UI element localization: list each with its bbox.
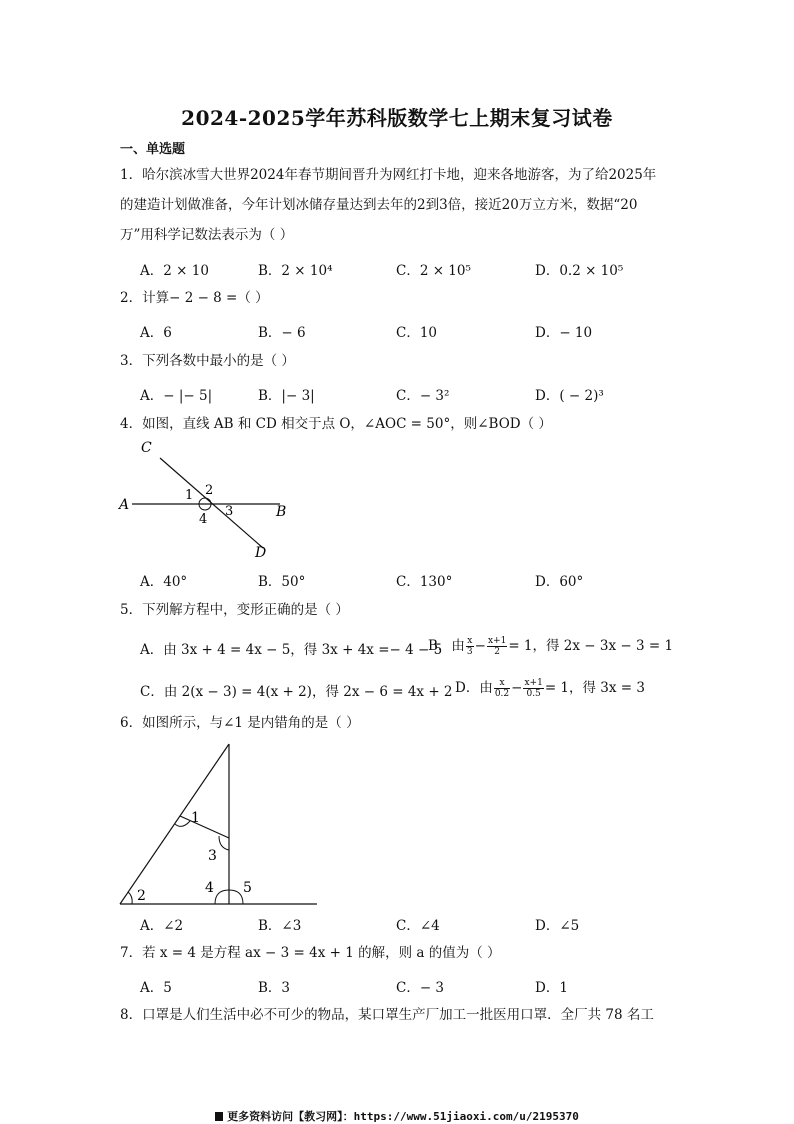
- option-b-suffix: = 1，得 2x − 3x − 3 = 1: [508, 638, 674, 654]
- option-d[interactable]: D．( − 2)³: [535, 388, 604, 404]
- option-b[interactable]: B．2 × 10⁴: [258, 263, 333, 279]
- page-title: 2024-2025学年苏科版数学七上期末复习试卷: [181, 106, 613, 130]
- question-7: [120, 938, 676, 968]
- option-a[interactable]: A．2 × 10: [140, 263, 209, 279]
- line-transversal: [180, 816, 229, 838]
- fraction: $\frac{x}{3}$: [466, 636, 473, 657]
- angle-label-1: 1: [191, 810, 200, 826]
- figure-triangle: [115, 740, 325, 910]
- angle-arc-3: [219, 836, 229, 850]
- question-text-line: 5．下列解方程中，变形正确的是（ ）: [120, 602, 349, 618]
- option-b-prefix: B．由: [428, 638, 465, 654]
- flag-icon: [215, 1112, 223, 1121]
- option-a[interactable]: A．− |− 5|: [140, 388, 213, 404]
- question-3: [120, 346, 676, 376]
- angle-arc-5: [229, 890, 243, 904]
- options-q4: [140, 570, 680, 594]
- option-c[interactable]: C．由 2(x − 3) = 4(x + 2)，得 2x − 6 = 4x + 2: [140, 684, 453, 700]
- footer-text: 更多资料访问【教习网】：https://www.51jiaoxi.com/u/2195370: [227, 1110, 579, 1123]
- option-a[interactable]: A．∠2: [140, 918, 184, 934]
- option-d[interactable]: D．0.2 × 10⁵: [535, 263, 624, 279]
- fraction: $\frac{x+1}{2}$: [487, 636, 507, 657]
- option-a[interactable]: A．6: [140, 325, 172, 341]
- option-a[interactable]: A．40°: [140, 574, 188, 590]
- question-text-line: 7．若 x = 4 是方程 ax − 3 = 4x + 1 的解，则 a 的值为（ ）: [120, 945, 501, 961]
- option-a[interactable]: A．由 3x + 4 = 4x − 5，得 3x + 4x =− 4 − 5: [140, 642, 443, 658]
- label-a: A: [119, 497, 130, 513]
- question-text-line: 4．如图，直线 AB 和 CD 相交于点 O，∠AOC = 50°，则∠BOD（ ）: [120, 416, 552, 432]
- question-1: [120, 160, 676, 250]
- option-d[interactable]: D．1: [535, 980, 568, 996]
- option-c[interactable]: C．130°: [396, 574, 453, 590]
- question-2: [120, 283, 676, 313]
- option-d-prefix: D．由: [455, 680, 493, 696]
- label-d: D: [255, 545, 267, 561]
- option-a[interactable]: A．5: [140, 980, 172, 996]
- option-b[interactable]: B．由 $\frac{x}{3}$ − $\frac{x+1}{2}$ = 1，得 2x − 3x − 3 = 1: [428, 636, 674, 657]
- question-text-line: 的建造计划做准备，今年计划冰储存量达到去年的2到3倍，接近20万立方米，数据“20: [120, 197, 638, 213]
- angle-arc-2: [128, 892, 132, 904]
- footer-link[interactable]: [0, 1108, 794, 1124]
- angle-arc-4: [215, 890, 229, 904]
- option-b[interactable]: B．|− 3|: [258, 388, 315, 404]
- option-c[interactable]: C．− 3: [396, 980, 445, 996]
- option-b[interactable]: B．3: [258, 980, 291, 996]
- question-text-line: 6．如图所示，与∠1 是内错角的是（ ）: [120, 715, 360, 731]
- option-c[interactable]: C．∠4: [396, 918, 440, 934]
- question-text-line: 8．口罩是人们生活中必不可少的物品，某口罩生产厂加工一批医用口罩．全厂共 78 名工: [120, 1007, 654, 1023]
- option-b[interactable]: B．∠3: [258, 918, 302, 934]
- option-c[interactable]: C．10: [396, 325, 438, 341]
- question-6: [120, 708, 676, 738]
- question-text-line: 万”用科学记数法表示为（ ）: [120, 227, 294, 243]
- option-c[interactable]: C．2 × 10⁵: [396, 263, 471, 279]
- angle-arc-1: [175, 821, 190, 826]
- option-d[interactable]: D．60°: [535, 574, 584, 590]
- figure-intersecting-lines: [115, 436, 305, 564]
- options-q3: [140, 384, 680, 408]
- option-d[interactable]: D．由 $\frac{x}{0.2}$ − $\frac{x+1}{0.5}$ = 1，得 3x = 3: [455, 678, 645, 699]
- angle-label-3: 3: [225, 504, 234, 519]
- fraction: $\frac{x+1}{0.5}$: [524, 678, 543, 699]
- question-4: [120, 409, 676, 439]
- angle-label-5: 5: [243, 880, 252, 896]
- option-d[interactable]: D．− 10: [535, 325, 593, 341]
- question-5: [120, 595, 676, 625]
- options-q2: [140, 321, 680, 345]
- angle-label-2: 2: [205, 483, 214, 498]
- question-text-line: 2．计算− 2 − 8 =（ ）: [120, 290, 269, 306]
- angle-label-4: 4: [205, 880, 214, 896]
- option-b[interactable]: B．50°: [258, 574, 306, 590]
- fraction: $\frac{x}{0.2}$: [494, 678, 510, 699]
- question-text-line: 3．下列各数中最小的是（ ）: [120, 353, 295, 369]
- angle-label-1: 1: [185, 488, 194, 503]
- option-b[interactable]: B．− 6: [258, 325, 306, 341]
- section-heading: 一、单选题: [120, 142, 186, 157]
- label-b: B: [276, 504, 287, 520]
- options-q7: [140, 976, 680, 1000]
- options-q1: [140, 259, 680, 283]
- line-cd: [160, 458, 263, 548]
- option-d-suffix: = 1，得 3x = 3: [544, 680, 645, 696]
- angle-label-3: 3: [208, 848, 217, 864]
- question-8: [120, 1000, 676, 1030]
- options-q6: [140, 914, 680, 938]
- option-d[interactable]: D．∠5: [535, 918, 580, 934]
- question-text-line: 1．哈尔滨冰雪大世界2024年春节期间晋升为网红打卡地，迎来各地游客，为了给2025年: [120, 167, 657, 183]
- label-c: C: [141, 440, 152, 456]
- angle-label-2: 2: [137, 888, 146, 904]
- angle-label-4: 4: [199, 512, 208, 527]
- option-c[interactable]: C．− 3²: [396, 388, 450, 404]
